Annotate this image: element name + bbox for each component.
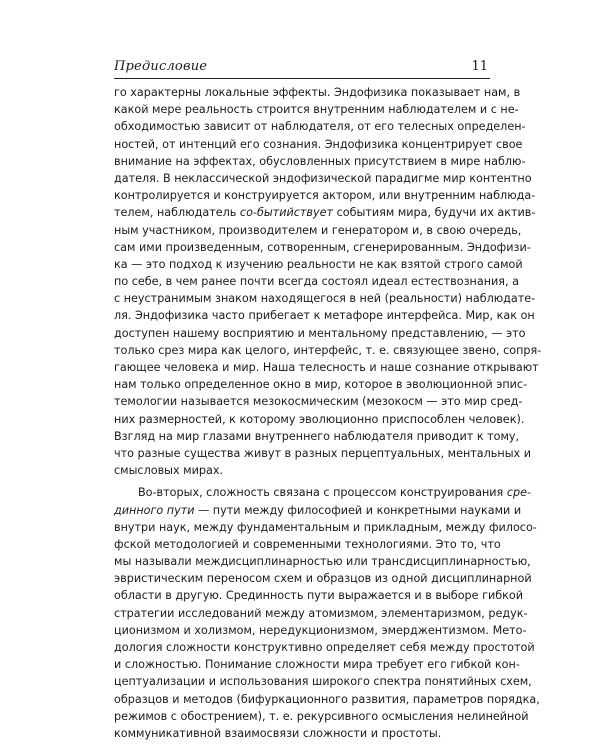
text-line: внимание на эффектах, обусловленных присутствием в мире наблю-	[114, 154, 526, 168]
text-line: ля. Эндофизика часто прибегает к метафоре интерфейса. Мир, как он	[114, 309, 535, 323]
text-line: доступен нашему восприятию и ментальному представлению, — это	[114, 326, 526, 340]
page-number: 11	[471, 59, 488, 74]
text-line: динного пути — пути между философией и конкретными науками и	[114, 503, 522, 517]
text-line: них размерностей, к которому эволюционно приспособлен человек).	[114, 412, 525, 426]
text-line: смысловых мирах.	[114, 464, 224, 478]
text-line: какой мере реальность строится внутренним наблюдателем и с не-	[114, 103, 519, 117]
text-line: только срез мира как целого, интерфейс, т. е. связующее звено, сопря-	[114, 343, 542, 357]
text-line: эвристическим переносом схем и образцов из одной дисциплинарной	[114, 572, 532, 586]
text-line: образцов и методов (бифуркационного развития, параметров порядка,	[114, 692, 540, 706]
text-line: цептуализации и использования широкого спектра понятийных схем,	[114, 675, 532, 689]
text-line: ным участником, производителем и генератором и, в свою очередь,	[114, 223, 522, 237]
text-line: и сложностью. Понимание сложности мира требует его гибкой кон-	[114, 658, 520, 672]
running-title: Предисловие	[114, 59, 208, 74]
text-line: с неустранимым знаком находящегося в ней (реальности) наблюдате-	[114, 292, 536, 306]
emphasized-term: динного пути	[114, 503, 195, 517]
text-line: ка — это подход к изучению реальности не как взятой строго самой	[114, 257, 523, 271]
text-line: темологии называется мезокосмическим (мезокосм — это мир сред-	[114, 395, 523, 409]
text-line: нам только определенное окно в мир, которое в эволюционной эпис-	[114, 378, 528, 392]
text-line: обходимостью зависит от наблюдателя, от его телесных определен-	[114, 120, 526, 134]
text-line: коммуникативной взаимосвязи сложности и простоты.	[114, 726, 442, 740]
text-line: по себе, в чем ранее почти всегда состоял идеал естествознания, а	[114, 275, 519, 289]
text-line: режимов с обострением), т. е. рекурсивного осмысления нелинейной	[114, 709, 529, 723]
text-line: ционизмом и холизмом, нередукционизмом, эмерджентизмом. Мето-	[114, 623, 527, 637]
text-line: ностей, от интенций его сознания. Эндофизика концентрирует свое	[114, 137, 523, 151]
text-line: фской методологией и современными технологиями. Это то, что	[114, 537, 501, 551]
text-line: стратегии исследований между атомизмом, элементаризмом, редук-	[114, 606, 528, 620]
text-line: контролируется и конструируется актором, или внутренним наблюда-	[114, 189, 536, 203]
text-line: Во-вторых, сложность связана с процессом конструирования сре-	[138, 486, 532, 500]
emphasized-term: со-бытийствует	[239, 206, 334, 220]
text-line: внутри наук, между фундаментальным и прикладным, между филосо-	[114, 520, 537, 534]
text-line: Взгляд на мир глазами внутреннего наблюдателя приводит к тому,	[114, 429, 520, 443]
text-line: телем, наблюдатель со-бытийствует событиям мира, будучи их актив-	[114, 206, 536, 220]
text-line: области в другую. Срединность пути выражается и в выборе гибкой	[114, 589, 524, 603]
text-line: го характерны локальные эффекты. Эндофизика показывает нам, в	[114, 86, 521, 99]
text-line: гающее человека и мир. Наша телесность и наше сознание открывают	[114, 361, 539, 374]
text-line: сам ими произведенным, сотворенным, сгенерированным. Эндофизи-	[114, 240, 531, 254]
text-line: мы называли междисциплинарностью или трансдисциплинарностью,	[114, 555, 531, 569]
body-text	[114, 84, 542, 742]
text-line: дателя. В неклассической эндофизической парадигме мир контентно	[114, 171, 532, 185]
text-line: дология сложности конструктивно определяет себя между простотой	[114, 641, 535, 654]
text-line: что разные существа живут в разных перцептуальных, ментальных и	[114, 446, 531, 460]
emphasized-term: сре-	[506, 486, 532, 500]
page-header	[114, 58, 490, 79]
paragraph	[114, 84, 542, 479]
paragraph	[114, 484, 540, 742]
